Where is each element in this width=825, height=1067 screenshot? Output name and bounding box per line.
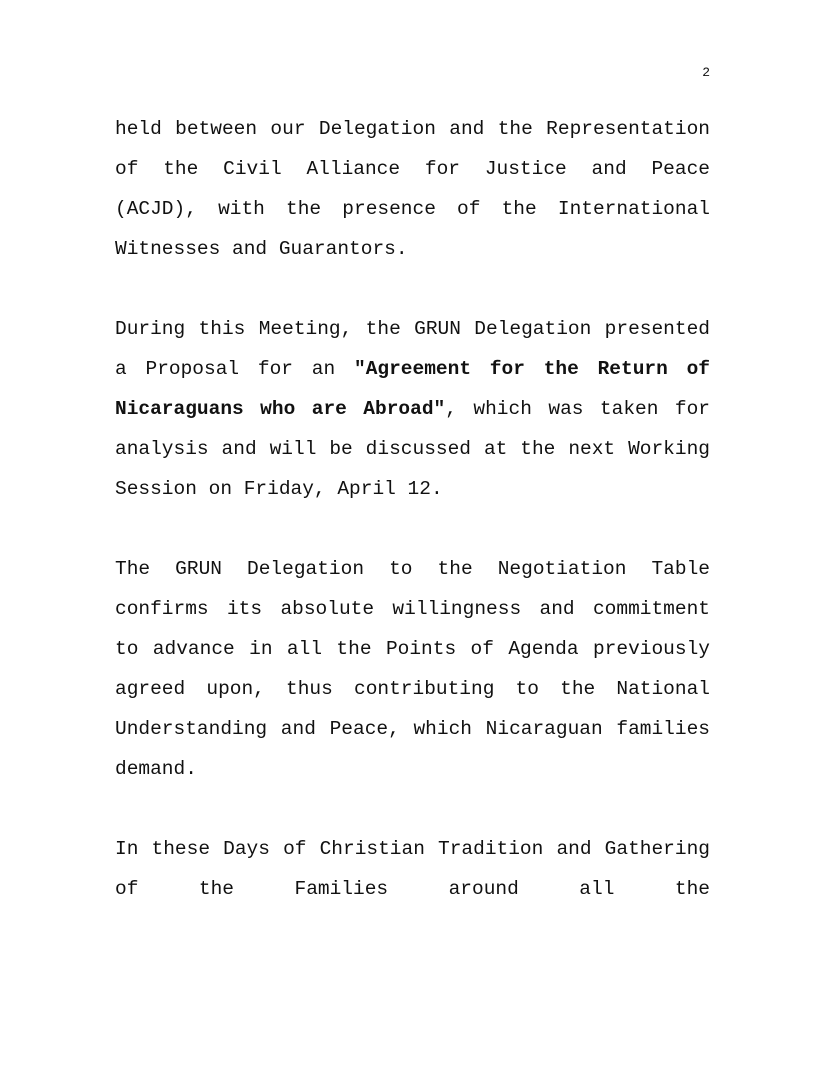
document-body: [115, 109, 710, 949]
paragraph-commitment: The GRUN Delegation to the Negotiation Table confirms its absolute willingness and commitment to advance in all the Points of Agenda previously agreed upon, thus contributing to the National Understanding and Peace, which Nicaraguan families demand.: [115, 558, 710, 780]
proposal-text-intro: During this Meeting, the GRUN Delegation presented a Proposal for an: [115, 318, 710, 380]
proposal-text-rest: , which was taken for analysis and will be discussed at the next Working Session on Friday, April 12.: [115, 398, 711, 500]
paragraph-christian-tradition: In these Days of Christian Tradition and Gathering of the Families around all the: [115, 838, 710, 900]
paragraph-meeting-held: held between our Delegation and the Representation of the Civil Alliance for Justice and Peace (ACJD), with the presence of the International Witnesses and Guarantors.: [115, 118, 710, 260]
agreement-title: "Agreement for the Return of Nicaraguans who are Abroad": [115, 358, 711, 420]
paragraph-proposal: [115, 309, 710, 509]
page-number: 2: [702, 65, 710, 80]
